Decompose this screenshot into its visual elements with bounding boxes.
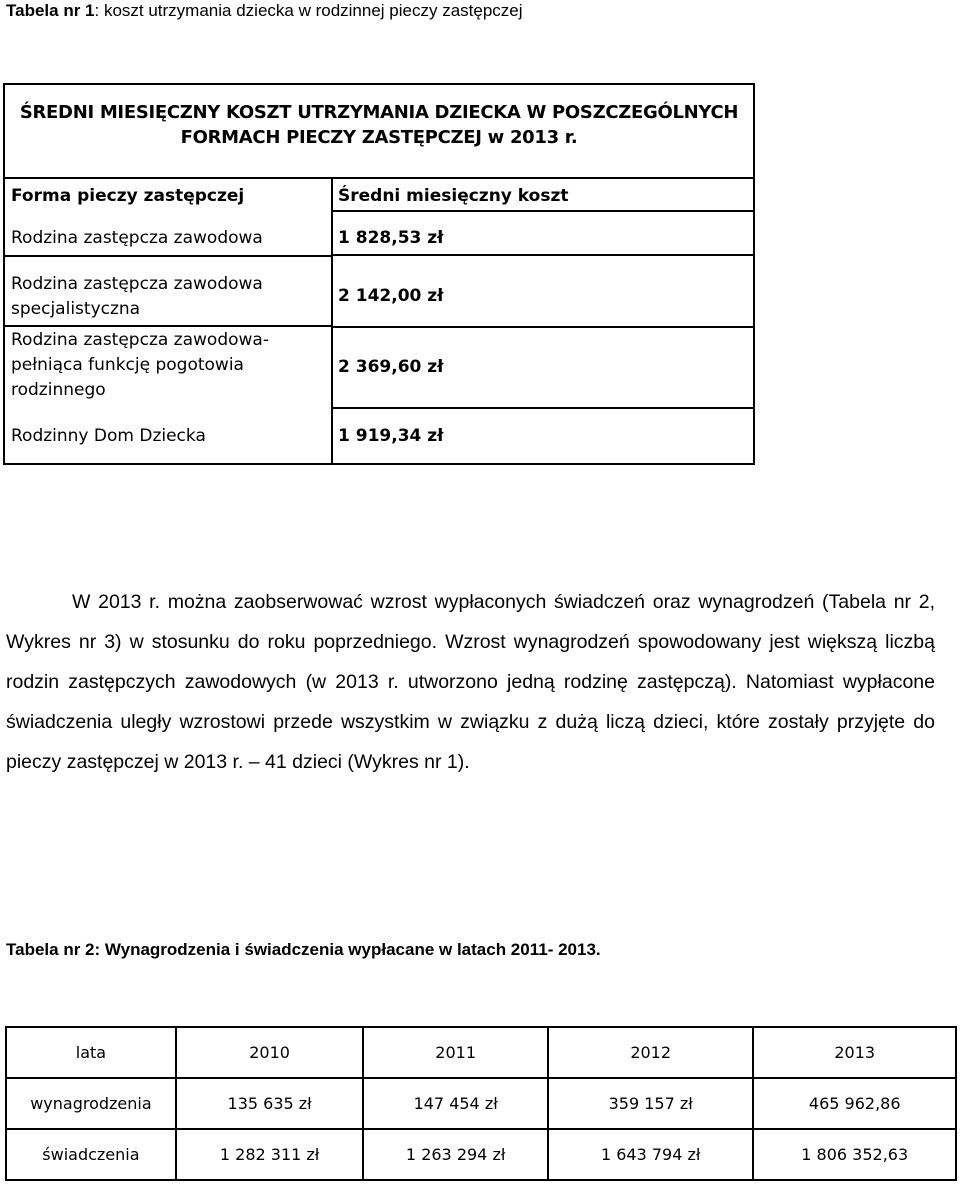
value-cell: 147 454 zł	[363, 1078, 548, 1129]
cost-table	[3, 83, 755, 465]
form-cell: Rodzina zastępcza zawodowa	[11, 228, 263, 248]
table2-caption: Tabela nr 2: Wynagrodzenia i świadczenia wypłacane w latach 2011- 2013.	[6, 940, 601, 959]
table1-caption	[6, 1, 523, 21]
salary-benefits-table	[5, 1026, 957, 1181]
cost-table-row-divider	[331, 210, 753, 212]
cost-table-title-line1: ŚREDNI MIESIĘCZNY KOSZT UTRZYMANIA DZIECKA W POSZCZEGÓLNYCH	[19, 102, 739, 123]
col-header-cost: Średni miesięczny koszt	[338, 186, 569, 206]
table-header-row	[6, 1027, 956, 1078]
table-row	[6, 1078, 956, 1129]
value-cell: 1 282 311 zł	[176, 1129, 364, 1180]
value-cell: 359 157 zł	[548, 1078, 753, 1129]
cost-table-divider	[5, 177, 753, 179]
row-label: wynagrodzenia	[6, 1078, 176, 1129]
cost-cell: 1 828,53 zł	[338, 228, 444, 248]
header-cell: 2013	[753, 1027, 956, 1078]
cost-table-column-divider	[331, 177, 333, 463]
cost-cell: 2 369,60 zł	[338, 357, 444, 377]
value-cell: 1 263 294 zł	[363, 1129, 548, 1180]
form-cell-line2: pełniąca funkcję pogotowia	[11, 355, 244, 375]
header-cell: 2012	[548, 1027, 753, 1078]
cost-table-title-line2: FORMACH PIECZY ZASTĘPCZEJ w 2013 r.	[180, 127, 578, 148]
table1-caption-label: Tabela nr 1	[6, 1, 95, 20]
cost-cell: 2 142,00 zł	[338, 286, 444, 306]
cost-table-row-divider	[5, 255, 331, 257]
col-header-form: Forma pieczy zastępczej	[11, 186, 245, 206]
form-cell: Rodzinny Dom Dziecka	[11, 426, 206, 446]
row-label: świadczenia	[6, 1129, 176, 1180]
cost-table-row-divider	[331, 254, 753, 256]
form-cell: Rodzina zastępcza zawodowa-	[11, 330, 269, 350]
cost-cell: 1 919,34 zł	[338, 426, 444, 446]
header-cell: 2010	[176, 1027, 364, 1078]
header-cell: 2011	[363, 1027, 548, 1078]
cost-table-title	[5, 100, 753, 150]
value-cell: 1 643 794 zł	[548, 1129, 753, 1180]
form-cell-line3: rodzinnego	[11, 380, 106, 400]
form-cell-line2: specjalistyczna	[11, 299, 141, 319]
cost-table-row-divider	[331, 326, 753, 328]
table1-caption-text: : koszt utrzymania dziecka w rodzinnej pieczy zastępczej	[94, 1, 523, 20]
cost-table-row-divider	[331, 407, 753, 409]
form-cell: Rodzina zastępcza zawodowa	[11, 274, 263, 294]
value-cell: 135 635 zł	[176, 1078, 364, 1129]
table-row	[6, 1129, 956, 1180]
value-cell: 1 806 352,63	[753, 1129, 956, 1180]
summary-paragraph: W 2013 r. można zaobserwować wzrost wypłaconych świadczeń oraz wynagrodzeń (Tabela nr 2, Wykres nr 3) w stosunku do roku poprzedniego. Wzrost wynagrodzeń spowodowany jest większą liczbą rodzin zastępczych zawodowych (w 2013 r. utworzono jedną rodzinę zastępczą). Natomiast wypłacone świadczenia uległy wzrostowi przede wszystkim w związku z dużą liczą dzieci, które zostały przyjęte do pieczy zastępczej w 2013 r. – 41 dzieci (Wykres nr 1).	[6, 591, 935, 773]
header-cell: lata	[6, 1027, 176, 1078]
value-cell: 465 962,86	[753, 1078, 956, 1129]
